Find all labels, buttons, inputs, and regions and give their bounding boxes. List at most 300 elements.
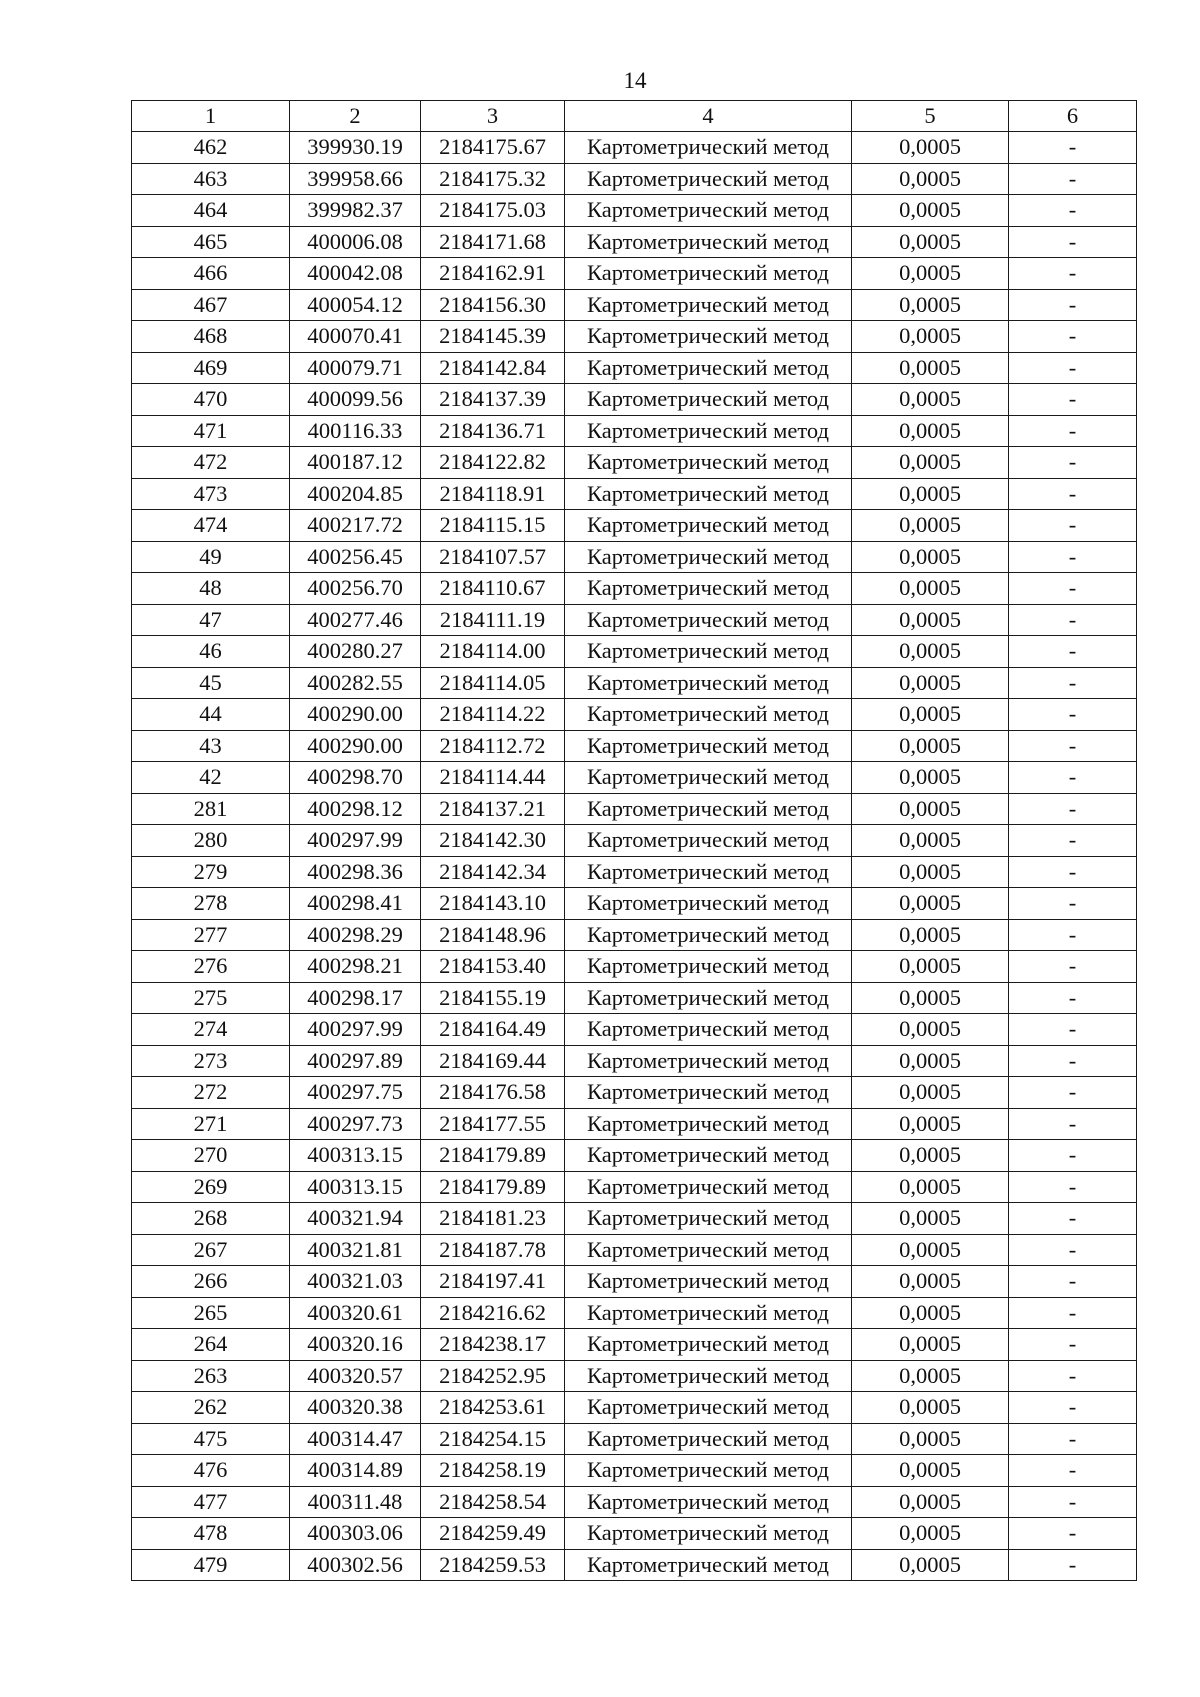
table-row (132, 1455, 1137, 1487)
method-cell: Картометрический метод (565, 573, 852, 605)
x-coordinate-cell: 399982.37 (290, 195, 421, 227)
method-cell: Картометрический метод (565, 604, 852, 636)
y-coordinate-cell: 2184253.61 (421, 1392, 565, 1424)
note-cell: - (1009, 195, 1137, 227)
header-row (132, 101, 1137, 132)
y-coordinate-cell: 2184169.44 (421, 1045, 565, 1077)
note-cell: - (1009, 793, 1137, 825)
table-row (132, 415, 1137, 447)
table-row (132, 289, 1137, 321)
note-cell: - (1009, 888, 1137, 920)
x-coordinate-cell: 400298.29 (290, 919, 421, 951)
note-cell: - (1009, 762, 1137, 794)
x-coordinate-cell: 400320.38 (290, 1392, 421, 1424)
method-cell: Картометрический метод (565, 1014, 852, 1046)
accuracy-cell: 0,0005 (852, 762, 1009, 794)
accuracy-cell: 0,0005 (852, 1045, 1009, 1077)
table-row (132, 919, 1137, 951)
method-cell: Картометрический метод (565, 1329, 852, 1361)
table-row (132, 1549, 1137, 1581)
point-number-cell: 475 (132, 1423, 290, 1455)
method-cell: Картометрический метод (565, 226, 852, 258)
x-coordinate-cell: 400320.61 (290, 1297, 421, 1329)
method-cell: Картометрический метод (565, 762, 852, 794)
y-coordinate-cell: 2184171.68 (421, 226, 565, 258)
x-coordinate-cell: 400297.89 (290, 1045, 421, 1077)
method-cell: Картометрический метод (565, 667, 852, 699)
accuracy-cell: 0,0005 (852, 1171, 1009, 1203)
point-number-cell: 271 (132, 1108, 290, 1140)
method-cell: Картометрический метод (565, 1455, 852, 1487)
y-coordinate-cell: 2184179.89 (421, 1171, 565, 1203)
method-cell: Картометрический метод (565, 1549, 852, 1581)
accuracy-cell: 0,0005 (852, 1266, 1009, 1298)
accuracy-cell: 0,0005 (852, 604, 1009, 636)
y-coordinate-cell: 2184114.00 (421, 636, 565, 668)
method-cell: Картометрический метод (565, 699, 852, 731)
point-number-cell: 476 (132, 1455, 290, 1487)
note-cell: - (1009, 919, 1137, 951)
x-coordinate-cell: 400297.75 (290, 1077, 421, 1109)
y-coordinate-cell: 2184181.23 (421, 1203, 565, 1235)
x-coordinate-cell: 400116.33 (290, 415, 421, 447)
y-coordinate-cell: 2184175.03 (421, 195, 565, 227)
table-row (132, 793, 1137, 825)
point-number-cell: 281 (132, 793, 290, 825)
accuracy-cell: 0,0005 (852, 951, 1009, 983)
x-coordinate-cell: 400054.12 (290, 289, 421, 321)
method-cell: Картометрический метод (565, 856, 852, 888)
y-coordinate-cell: 2184145.39 (421, 321, 565, 353)
note-cell: - (1009, 1392, 1137, 1424)
accuracy-cell: 0,0005 (852, 1329, 1009, 1361)
accuracy-cell: 0,0005 (852, 699, 1009, 731)
note-cell: - (1009, 699, 1137, 731)
y-coordinate-cell: 2184156.30 (421, 289, 565, 321)
point-number-cell: 264 (132, 1329, 290, 1361)
x-coordinate-cell: 400298.41 (290, 888, 421, 920)
table-body (132, 132, 1137, 1581)
point-number-cell: 43 (132, 730, 290, 762)
x-coordinate-cell: 400217.72 (290, 510, 421, 542)
method-cell: Картометрический метод (565, 478, 852, 510)
point-number-cell: 266 (132, 1266, 290, 1298)
accuracy-cell: 0,0005 (852, 1077, 1009, 1109)
note-cell: - (1009, 1014, 1137, 1046)
note-cell: - (1009, 1108, 1137, 1140)
note-cell: - (1009, 478, 1137, 510)
method-cell: Картометрический метод (565, 1045, 852, 1077)
column-header-2: 2 (290, 101, 421, 132)
point-number-cell: 478 (132, 1518, 290, 1550)
note-cell: - (1009, 667, 1137, 699)
accuracy-cell: 0,0005 (852, 352, 1009, 384)
note-cell: - (1009, 132, 1137, 164)
table-row (132, 478, 1137, 510)
table-row (132, 604, 1137, 636)
y-coordinate-cell: 2184254.15 (421, 1423, 565, 1455)
x-coordinate-cell: 400302.56 (290, 1549, 421, 1581)
note-cell: - (1009, 1266, 1137, 1298)
point-number-cell: 270 (132, 1140, 290, 1172)
point-number-cell: 477 (132, 1486, 290, 1518)
y-coordinate-cell: 2184162.91 (421, 258, 565, 290)
x-coordinate-cell: 399930.19 (290, 132, 421, 164)
point-number-cell: 46 (132, 636, 290, 668)
y-coordinate-cell: 2184137.21 (421, 793, 565, 825)
y-coordinate-cell: 2184216.62 (421, 1297, 565, 1329)
x-coordinate-cell: 400311.48 (290, 1486, 421, 1518)
table-row (132, 541, 1137, 573)
accuracy-cell: 0,0005 (852, 1108, 1009, 1140)
table-row (132, 982, 1137, 1014)
x-coordinate-cell: 400099.56 (290, 384, 421, 416)
table-row (132, 573, 1137, 605)
x-coordinate-cell: 400298.70 (290, 762, 421, 794)
note-cell: - (1009, 1077, 1137, 1109)
table-row (132, 163, 1137, 195)
note-cell: - (1009, 1329, 1137, 1361)
y-coordinate-cell: 2184177.55 (421, 1108, 565, 1140)
table-row (132, 1108, 1137, 1140)
note-cell: - (1009, 384, 1137, 416)
accuracy-cell: 0,0005 (852, 1203, 1009, 1235)
note-cell: - (1009, 1518, 1137, 1550)
table-row (132, 1077, 1137, 1109)
accuracy-cell: 0,0005 (852, 1549, 1009, 1581)
x-coordinate-cell: 400313.15 (290, 1171, 421, 1203)
accuracy-cell: 0,0005 (852, 1360, 1009, 1392)
point-number-cell: 273 (132, 1045, 290, 1077)
accuracy-cell: 0,0005 (852, 919, 1009, 951)
table-row (132, 1266, 1137, 1298)
point-number-cell: 278 (132, 888, 290, 920)
x-coordinate-cell: 400070.41 (290, 321, 421, 353)
table-row (132, 1329, 1137, 1361)
table-row (132, 321, 1137, 353)
accuracy-cell: 0,0005 (852, 447, 1009, 479)
point-number-cell: 263 (132, 1360, 290, 1392)
table-row (132, 226, 1137, 258)
method-cell: Картометрический метод (565, 1297, 852, 1329)
note-cell: - (1009, 415, 1137, 447)
point-number-cell: 463 (132, 163, 290, 195)
x-coordinate-cell: 400290.00 (290, 730, 421, 762)
point-number-cell: 49 (132, 541, 290, 573)
y-coordinate-cell: 2184175.67 (421, 132, 565, 164)
table-row (132, 1423, 1137, 1455)
x-coordinate-cell: 400298.21 (290, 951, 421, 983)
method-cell: Картометрический метод (565, 1518, 852, 1550)
y-coordinate-cell: 2184142.30 (421, 825, 565, 857)
x-coordinate-cell: 400314.47 (290, 1423, 421, 1455)
note-cell: - (1009, 541, 1137, 573)
accuracy-cell: 0,0005 (852, 573, 1009, 605)
method-cell: Картометрический метод (565, 258, 852, 290)
x-coordinate-cell: 400297.99 (290, 1014, 421, 1046)
accuracy-cell: 0,0005 (852, 289, 1009, 321)
accuracy-cell: 0,0005 (852, 1518, 1009, 1550)
table-row (132, 1234, 1137, 1266)
accuracy-cell: 0,0005 (852, 856, 1009, 888)
y-coordinate-cell: 2184153.40 (421, 951, 565, 983)
method-cell: Картометрический метод (565, 132, 852, 164)
table-row (132, 951, 1137, 983)
method-cell: Картометрический метод (565, 352, 852, 384)
x-coordinate-cell: 400187.12 (290, 447, 421, 479)
y-coordinate-cell: 2184155.19 (421, 982, 565, 1014)
table-row (132, 1045, 1137, 1077)
accuracy-cell: 0,0005 (852, 1423, 1009, 1455)
method-cell: Картометрический метод (565, 793, 852, 825)
point-number-cell: 279 (132, 856, 290, 888)
x-coordinate-cell: 400321.81 (290, 1234, 421, 1266)
y-coordinate-cell: 2184252.95 (421, 1360, 565, 1392)
method-cell: Картометрический метод (565, 982, 852, 1014)
table-row (132, 888, 1137, 920)
method-cell: Картометрический метод (565, 1108, 852, 1140)
note-cell: - (1009, 1171, 1137, 1203)
x-coordinate-cell: 400313.15 (290, 1140, 421, 1172)
note-cell: - (1009, 1549, 1137, 1581)
table-row (132, 762, 1137, 794)
table-row (132, 1392, 1137, 1424)
point-number-cell: 470 (132, 384, 290, 416)
method-cell: Картометрический метод (565, 1140, 852, 1172)
y-coordinate-cell: 2184114.22 (421, 699, 565, 731)
method-cell: Картометрический метод (565, 951, 852, 983)
note-cell: - (1009, 447, 1137, 479)
method-cell: Картометрический метод (565, 415, 852, 447)
table-row (132, 1518, 1137, 1550)
y-coordinate-cell: 2184258.19 (421, 1455, 565, 1487)
accuracy-cell: 0,0005 (852, 541, 1009, 573)
table-row (132, 1203, 1137, 1235)
y-coordinate-cell: 2184114.05 (421, 667, 565, 699)
point-number-cell: 479 (132, 1549, 290, 1581)
note-cell: - (1009, 825, 1137, 857)
point-number-cell: 42 (132, 762, 290, 794)
column-header-5: 5 (852, 101, 1009, 132)
table-row (132, 856, 1137, 888)
method-cell: Картометрический метод (565, 510, 852, 542)
x-coordinate-cell: 400204.85 (290, 478, 421, 510)
note-cell: - (1009, 510, 1137, 542)
table-row (132, 730, 1137, 762)
y-coordinate-cell: 2184164.49 (421, 1014, 565, 1046)
point-number-cell: 277 (132, 919, 290, 951)
x-coordinate-cell: 400297.99 (290, 825, 421, 857)
x-coordinate-cell: 400320.57 (290, 1360, 421, 1392)
note-cell: - (1009, 1360, 1137, 1392)
y-coordinate-cell: 2184110.67 (421, 573, 565, 605)
table-row (132, 1171, 1137, 1203)
table-row (132, 1014, 1137, 1046)
y-coordinate-cell: 2184122.82 (421, 447, 565, 479)
method-cell: Картометрический метод (565, 1203, 852, 1235)
y-coordinate-cell: 2184115.15 (421, 510, 565, 542)
y-coordinate-cell: 2184143.10 (421, 888, 565, 920)
accuracy-cell: 0,0005 (852, 510, 1009, 542)
accuracy-cell: 0,0005 (852, 163, 1009, 195)
point-number-cell: 262 (132, 1392, 290, 1424)
note-cell: - (1009, 604, 1137, 636)
y-coordinate-cell: 2184148.96 (421, 919, 565, 951)
table-header (132, 101, 1137, 132)
page-number: 14 (623, 68, 647, 93)
note-cell: - (1009, 352, 1137, 384)
point-number-cell: 468 (132, 321, 290, 353)
y-coordinate-cell: 2184114.44 (421, 762, 565, 794)
y-coordinate-cell: 2184111.19 (421, 604, 565, 636)
note-cell: - (1009, 982, 1137, 1014)
method-cell: Картометрический метод (565, 163, 852, 195)
x-coordinate-cell: 400079.71 (290, 352, 421, 384)
y-coordinate-cell: 2184175.32 (421, 163, 565, 195)
point-number-cell: 465 (132, 226, 290, 258)
x-coordinate-cell: 400280.27 (290, 636, 421, 668)
x-coordinate-cell: 400314.89 (290, 1455, 421, 1487)
note-cell: - (1009, 1455, 1137, 1487)
y-coordinate-cell: 2184259.53 (421, 1549, 565, 1581)
y-coordinate-cell: 2184176.58 (421, 1077, 565, 1109)
note-cell: - (1009, 1045, 1137, 1077)
x-coordinate-cell: 400282.55 (290, 667, 421, 699)
note-cell: - (1009, 1423, 1137, 1455)
column-header-4: 4 (565, 101, 852, 132)
accuracy-cell: 0,0005 (852, 1392, 1009, 1424)
x-coordinate-cell: 400006.08 (290, 226, 421, 258)
point-number-cell: 280 (132, 825, 290, 857)
accuracy-cell: 0,0005 (852, 1014, 1009, 1046)
method-cell: Картометрический метод (565, 1234, 852, 1266)
y-coordinate-cell: 2184137.39 (421, 384, 565, 416)
method-cell: Картометрический метод (565, 1266, 852, 1298)
note-cell: - (1009, 163, 1137, 195)
x-coordinate-cell: 400298.36 (290, 856, 421, 888)
table-row (132, 1297, 1137, 1329)
y-coordinate-cell: 2184197.41 (421, 1266, 565, 1298)
accuracy-cell: 0,0005 (852, 384, 1009, 416)
accuracy-cell: 0,0005 (852, 258, 1009, 290)
table-row (132, 636, 1137, 668)
accuracy-cell: 0,0005 (852, 793, 1009, 825)
note-cell: - (1009, 636, 1137, 668)
x-coordinate-cell: 400321.03 (290, 1266, 421, 1298)
y-coordinate-cell: 2184136.71 (421, 415, 565, 447)
table-row (132, 384, 1137, 416)
point-number-cell: 474 (132, 510, 290, 542)
table-row (132, 1360, 1137, 1392)
note-cell: - (1009, 1203, 1137, 1235)
accuracy-cell: 0,0005 (852, 415, 1009, 447)
accuracy-cell: 0,0005 (852, 667, 1009, 699)
coordinates-table (131, 100, 1137, 1581)
method-cell: Картометрический метод (565, 1392, 852, 1424)
point-number-cell: 269 (132, 1171, 290, 1203)
accuracy-cell: 0,0005 (852, 1297, 1009, 1329)
method-cell: Картометрический метод (565, 447, 852, 479)
x-coordinate-cell: 400290.00 (290, 699, 421, 731)
table-row (132, 195, 1137, 227)
method-cell: Картометрический метод (565, 730, 852, 762)
method-cell: Картометрический метод (565, 825, 852, 857)
table-row (132, 1486, 1137, 1518)
table-row (132, 510, 1137, 542)
point-number-cell: 466 (132, 258, 290, 290)
note-cell: - (1009, 289, 1137, 321)
note-cell: - (1009, 730, 1137, 762)
table-row (132, 699, 1137, 731)
x-coordinate-cell: 400277.46 (290, 604, 421, 636)
point-number-cell: 469 (132, 352, 290, 384)
accuracy-cell: 0,0005 (852, 1140, 1009, 1172)
note-cell: - (1009, 1486, 1137, 1518)
point-number-cell: 472 (132, 447, 290, 479)
accuracy-cell: 0,0005 (852, 730, 1009, 762)
point-number-cell: 45 (132, 667, 290, 699)
table-row (132, 352, 1137, 384)
point-number-cell: 47 (132, 604, 290, 636)
method-cell: Картометрический метод (565, 1360, 852, 1392)
accuracy-cell: 0,0005 (852, 132, 1009, 164)
method-cell: Картометрический метод (565, 384, 852, 416)
x-coordinate-cell: 400298.17 (290, 982, 421, 1014)
method-cell: Картометрический метод (565, 195, 852, 227)
accuracy-cell: 0,0005 (852, 1486, 1009, 1518)
method-cell: Картометрический метод (565, 636, 852, 668)
x-coordinate-cell: 400042.08 (290, 258, 421, 290)
y-coordinate-cell: 2184142.34 (421, 856, 565, 888)
accuracy-cell: 0,0005 (852, 1455, 1009, 1487)
note-cell: - (1009, 258, 1137, 290)
column-header-3: 3 (421, 101, 565, 132)
point-number-cell: 464 (132, 195, 290, 227)
x-coordinate-cell: 400298.12 (290, 793, 421, 825)
y-coordinate-cell: 2184112.72 (421, 730, 565, 762)
x-coordinate-cell: 400320.16 (290, 1329, 421, 1361)
point-number-cell: 275 (132, 982, 290, 1014)
table-row (132, 258, 1137, 290)
table-row (132, 825, 1137, 857)
method-cell: Картометрический метод (565, 1077, 852, 1109)
accuracy-cell: 0,0005 (852, 226, 1009, 258)
method-cell: Картометрический метод (565, 1423, 852, 1455)
table-row (132, 132, 1137, 164)
point-number-cell: 265 (132, 1297, 290, 1329)
accuracy-cell: 0,0005 (852, 1234, 1009, 1266)
table-row (132, 667, 1137, 699)
point-number-cell: 276 (132, 951, 290, 983)
accuracy-cell: 0,0005 (852, 478, 1009, 510)
y-coordinate-cell: 2184179.89 (421, 1140, 565, 1172)
accuracy-cell: 0,0005 (852, 825, 1009, 857)
method-cell: Картометрический метод (565, 919, 852, 951)
x-coordinate-cell: 400321.94 (290, 1203, 421, 1235)
method-cell: Картометрический метод (565, 1486, 852, 1518)
accuracy-cell: 0,0005 (852, 636, 1009, 668)
point-number-cell: 268 (132, 1203, 290, 1235)
y-coordinate-cell: 2184258.54 (421, 1486, 565, 1518)
x-coordinate-cell: 400297.73 (290, 1108, 421, 1140)
note-cell: - (1009, 1297, 1137, 1329)
note-cell: - (1009, 1140, 1137, 1172)
accuracy-cell: 0,0005 (852, 195, 1009, 227)
y-coordinate-cell: 2184259.49 (421, 1518, 565, 1550)
note-cell: - (1009, 573, 1137, 605)
table-row (132, 447, 1137, 479)
point-number-cell: 473 (132, 478, 290, 510)
